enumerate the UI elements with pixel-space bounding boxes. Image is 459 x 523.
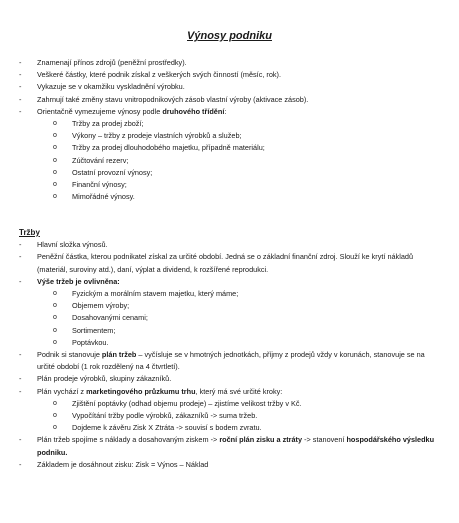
sub-list-item: o Dojdeme k závěru Zisk X Ztráta -> souvisí s bodem zvratu. [0, 422, 459, 434]
list-item-market [0, 386, 459, 398]
text-run: Plán vychází z [37, 386, 87, 396]
sub-list-item: o Mimořádné výnosy. [0, 191, 459, 203]
sub-list-item: o Výkony – tržby z prodeje vlastních výrobků a služeb; [0, 130, 459, 142]
sub-list-item: o Vypočítání tržby podle výrobků, zákazníků -> suma tržeb. [0, 410, 459, 422]
sub-list-item: o Objemem výroby; [0, 300, 459, 312]
text-run: : [224, 106, 227, 116]
list-item: - Veškeré částky, které podnik získal z veškerých svých činností (měsíc, rok). [0, 69, 459, 81]
text-run: Plán tržeb spojíme s náklady a dosahovaným ziskem -> [37, 435, 220, 445]
document-title: Výnosy podniku [187, 30, 272, 42]
sub-list-item: o Zúčtování rezerv; [0, 155, 459, 167]
sub-list-item: o Sortimentem; [0, 325, 459, 337]
sub-list-item: o Finanční výnosy; [0, 179, 459, 191]
sub-list-item: o Poptávkou. [0, 337, 459, 349]
trzby-section [0, 227, 459, 471]
text-run-bold: druhového třídění [162, 106, 225, 116]
list-item-plan [0, 349, 459, 373]
list-item: - Peněžní částka, kterou podnikatel získal za určité období. Jedná se o základní finanční zdroj. Slouží ke krytí nákladů (materiál, suroviny atd.), daní, výplat a dividend, k rozšířené reprodukci. [0, 251, 459, 275]
sub-list-item: o Fyzickým a morálním stavem majetku, který máme; [0, 288, 459, 300]
text-run-bold: Výše tržeb je ovlivněna: [37, 276, 120, 286]
list-item: - Znamenají přínos zdrojů (peněžní prostředky). [0, 57, 459, 69]
list-item: - Hlavní složka výnosů. [0, 239, 459, 251]
list-item-influence [0, 276, 459, 288]
text-run: , který má své určité kroky: [195, 386, 283, 396]
section-heading: Tržby [19, 228, 40, 237]
list-item: - Zahrnují také změny stavu vnitropodnikových zásob vlastní výroby (aktivace zásob). [0, 94, 459, 106]
list-item: - Vykazuje se v okamžiku vyskladnění výrobku. [0, 81, 459, 93]
text-run-bold: hospodářského výsledku podniku. [37, 435, 435, 457]
text-run: – vyčísluje se v hmotných jednotkách, příjmy z prodejů vždy v korunách, stanovuje se na určité období (1 rok rozdělený na 4 čtvrtletí). [37, 350, 425, 372]
sub-list-item: o Tržby za prodej dlouhodobého majetku, případně materiálu; [0, 142, 459, 154]
text-run-bold: marketingového průzkumu trhu [86, 386, 196, 396]
text-run: Podnik si stanovuje [37, 350, 102, 360]
sub-list-item: o Ostatní provozní výnosy; [0, 167, 459, 179]
sub-list-item: o Zjištění poptávky (odhad objemu prodeje) – zjistíme velikost tržby v Kč. [0, 398, 459, 410]
sub-list-item: o Dosahovanými cenami; [0, 312, 459, 324]
text-run: Orientačně vymezujeme výnosy podle [37, 106, 163, 116]
sub-list-item: o Tržby za prodej zboží; [0, 118, 459, 130]
list-item-combine [0, 434, 459, 458]
text-run-bold: plán tržeb [101, 350, 137, 360]
list-item: - Základem je dosáhnout zisku: Zisk = Výnos – Náklad [0, 459, 459, 471]
intro-list [0, 57, 459, 203]
text-run: -> stanovení [302, 435, 347, 445]
list-item-classification [0, 106, 459, 118]
list-item: - Plán prodeje výrobků, skupiny zákazníků. [0, 373, 459, 385]
text-run-bold: roční plán zisku a ztráty [219, 435, 303, 445]
